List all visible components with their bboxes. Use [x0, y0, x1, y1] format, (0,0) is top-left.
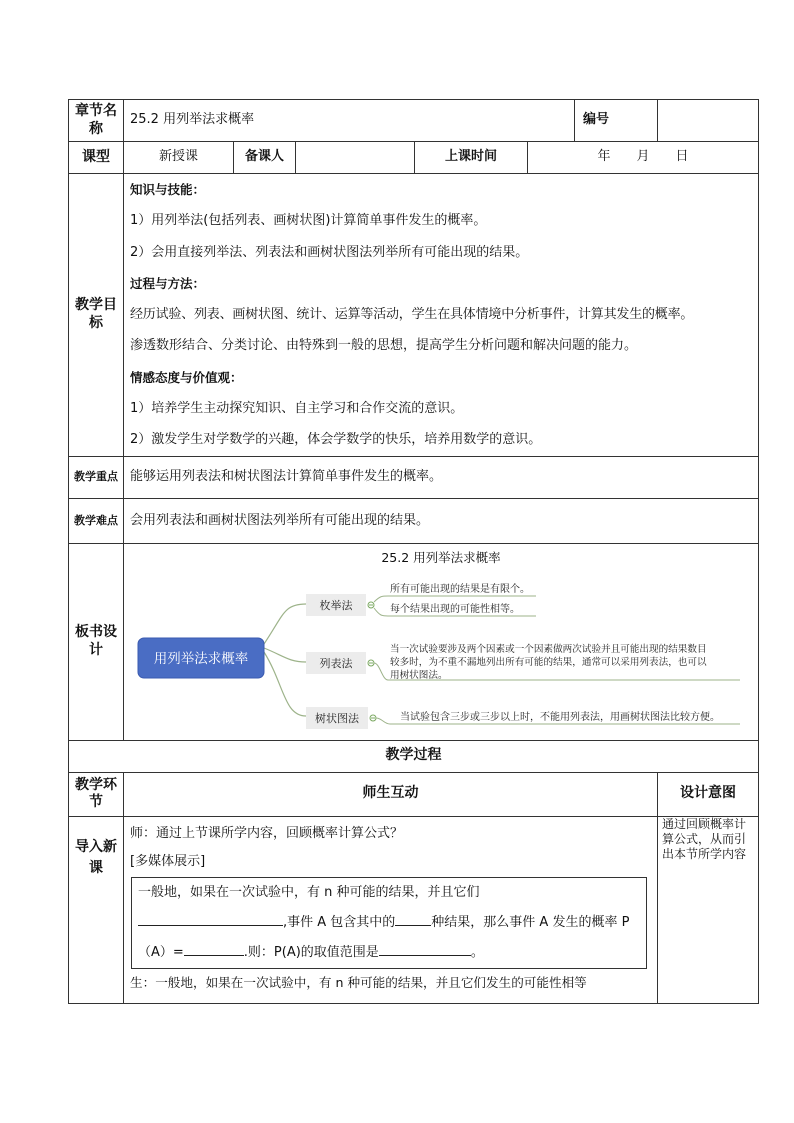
blank — [379, 942, 471, 956]
blank — [395, 912, 431, 926]
preparer-value — [296, 142, 415, 174]
intent-content — [658, 816, 759, 1003]
goal-item: 经历试验、列表、画树状图、统计、运算等活动，学生在具体情境中分析事件，计算其发生的概率。 — [130, 307, 694, 323]
stage-intro: 导入新课 — [69, 816, 124, 1003]
branch-enumeration-label: 枚举法 — [319, 598, 353, 612]
difficulty-label: 教学难点 — [69, 498, 124, 543]
chapter-value: 25.2 用列举法求概率 — [124, 100, 575, 142]
intent-header: 设计意图 — [658, 772, 759, 816]
formula-line: 一般地，如果在一次试验中，有 n 种可能的结果，并且它们 — [138, 884, 480, 900]
process-header-row — [69, 772, 759, 816]
goal-heading-attitude: 情感态度与价值观： — [130, 369, 243, 385]
interaction-content — [124, 816, 658, 1003]
number-value — [658, 100, 759, 142]
key-point-text: 能够运用列表法和树状图法计算简单事件发生的概率。 — [124, 456, 759, 498]
formula-line: （A）= .则：P(A)的取值范围是 。 — [138, 938, 640, 968]
mind-map-title: 25.2 用列举法求概率 — [381, 549, 501, 565]
chapter-label: 章节名称 — [69, 100, 124, 142]
board-label: 板书设计 — [69, 543, 124, 740]
teacher-question: 师：通过上节课所学内容，回顾概率计算公式？ — [130, 825, 404, 841]
chapter-row — [69, 100, 759, 142]
intent-line: 算公式，从而引 — [662, 831, 747, 846]
type-value: 新授课 — [124, 142, 234, 174]
branch-tree-label: 树状图法 — [315, 711, 359, 725]
stage-header: 教学环节 — [69, 772, 124, 816]
key-point-label: 教学重点 — [69, 456, 124, 498]
mind-map — [124, 544, 758, 740]
branch-table-label: 列表法 — [319, 656, 353, 670]
table-note: 当一次试验要涉及两个因素或一个因素做两次试验并且可能出现的结果数目 — [390, 643, 707, 655]
enumeration-note: 每个结果出现的可能性相等。 — [390, 603, 520, 615]
intro-row — [69, 816, 759, 1003]
table-note: 较多时，为不重不漏地列出所有可能的结果，通常可以采用列表法，也可以 — [390, 656, 707, 668]
formula-line: ,事件 A 包含其中的 种结果，那么事件 A 发生的概率 P — [138, 908, 640, 938]
central-node-label: 用列举法求概率 — [153, 650, 249, 667]
table-note: 用树状图法。 — [390, 669, 448, 681]
blank — [138, 912, 283, 926]
difficulty-row — [69, 498, 759, 543]
media-note: [多媒体展示] — [130, 853, 206, 869]
lesson-plan-table — [68, 99, 759, 1004]
board-design — [124, 543, 759, 740]
preparer-label: 备课人 — [234, 142, 296, 174]
intent-line: 通过回顾概率计 — [662, 816, 747, 831]
student-answer: 生：一般地，如果在一次试验中，有 n 种可能的结果，并且它们发生的可能性相等 — [130, 974, 587, 990]
lesson-plan-page — [68, 99, 758, 1004]
time-label: 上课时间 — [415, 142, 528, 174]
goal-heading-process: 过程与方法： — [130, 275, 206, 291]
key-point-row — [69, 456, 759, 498]
goal-heading-knowledge: 知识与技能： — [130, 182, 206, 197]
date-field: 年 月 日 — [528, 142, 759, 174]
tree-note: 当试验包含三步或三步以上时，不能用列表法，用画树状图法比较方便。 — [400, 711, 720, 723]
connector-to-table — [264, 648, 306, 662]
process-title: 教学过程 — [69, 740, 759, 772]
goals-row — [69, 174, 759, 457]
intent-line: 出本节所学内容 — [662, 846, 747, 861]
process-title-row — [69, 740, 759, 772]
goal-item: 渗透数形结合、分类讨论、由特殊到一般的思想，提高学生分析问题和解决问题的能力。 — [130, 338, 638, 354]
blank — [184, 942, 244, 956]
type-label: 课型 — [69, 142, 124, 174]
goals-content — [124, 174, 759, 457]
formula-box — [131, 877, 647, 969]
goal-item: 2）激发学生对学数学的兴趣，体会学数学的快乐，培养用数学的意识。 — [130, 432, 542, 448]
goals-label: 教学目标 — [69, 174, 124, 457]
type-row — [69, 142, 759, 174]
goal-item: 1）用列举法(包括列表、画树状图)计算简单事件发生的概率。 — [130, 213, 487, 229]
number-label: 编号 — [575, 100, 658, 142]
goal-item: 1）培养学生主动探究知识、自主学习和合作交流的意识。 — [130, 401, 464, 417]
difficulty-text: 会用列表法和画树状图法列举所有可能出现的结果。 — [124, 498, 759, 543]
enumeration-note: 所有可能出现的结果是有限个。 — [390, 583, 530, 595]
interaction-header: 师生互动 — [124, 772, 658, 816]
connector-to-enumeration — [264, 604, 306, 644]
board-row — [69, 543, 759, 740]
goal-item: 2）会用直接列举法、列表法和画树状图法列举所有可能出现的结果。 — [130, 244, 529, 260]
